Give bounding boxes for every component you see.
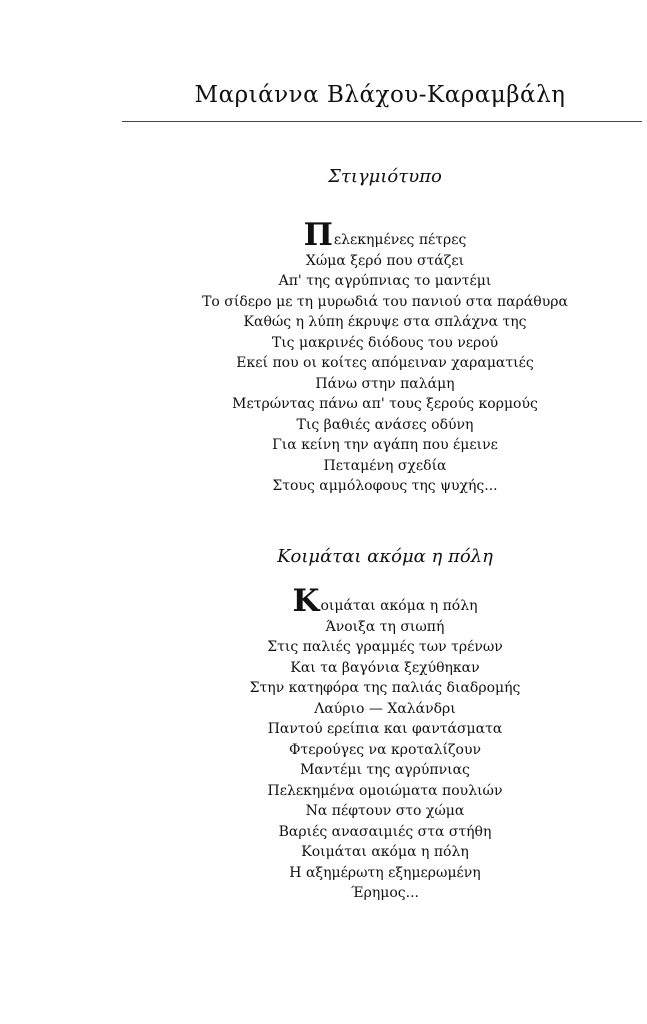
poem-line: Πάνω στην παλάμη xyxy=(315,375,455,392)
poem-line: Φτερούγες να κροταλίζουν xyxy=(289,741,481,758)
poem-line: Στην κατηφόρα της παλιάς διαδρομής xyxy=(249,680,521,696)
poem-line: Τις μακρινές διόδους του νερού xyxy=(271,334,499,351)
header-rule xyxy=(122,121,642,122)
poem-line: Πελεκημένα ομοιώματα πουλιών xyxy=(267,782,503,799)
poem-line-first xyxy=(140,583,630,619)
poem-title: Στιγμιότυπο xyxy=(328,166,442,187)
drop-cap: Π xyxy=(303,217,333,253)
poem-line: Και τα βαγόνια ξεχύθηκαν xyxy=(290,659,480,676)
poem-line: Παντού ερείπια και φαντάσματα xyxy=(267,721,503,737)
poem-line: Μαντέμι της αγρύπνιας xyxy=(300,762,470,778)
poem-line: Η αξημέρωτη εξημερωμένη xyxy=(289,864,481,881)
drop-cap: Κ xyxy=(292,583,320,619)
poem-line: Για κείνη την αγάπη που έμεινε xyxy=(272,437,498,453)
poem-line: Καθώς η λύπη έκρυψε στα σπλάχνα της xyxy=(243,314,527,330)
poem-line-first xyxy=(140,217,630,253)
poem-body xyxy=(140,583,630,904)
first-line-rest: ελεκημένες πέτρες xyxy=(333,232,467,248)
poem-line: Στους αμμόλοφους της ψυχής... xyxy=(272,478,498,494)
poem-line: Άνοιξα τη σιωπή xyxy=(325,618,445,635)
poem-line: Λαύριο — Χαλάνδρι xyxy=(314,700,456,717)
poem-line: Στις παλιές γραμμές των τρένων xyxy=(267,639,503,655)
poem-line: Πεταμένη σχεδία xyxy=(323,457,447,474)
poem-line: Μετρώντας πάνω απ' τους ξερούς κορμούς xyxy=(232,396,538,412)
poem-line: Να πέφτουν στο χώμα xyxy=(305,803,465,819)
poem-line: Το σίδερο με τη μυρωδιά του πανιού στα παράθυρα xyxy=(202,293,568,310)
poem-title: Κοιμάται ακόμα η πόλη xyxy=(277,546,493,567)
poem-body xyxy=(140,217,630,497)
poem-line: Απ' της αγρύπνιας το μαντέμι xyxy=(278,273,492,289)
poem-line: Κοιμάται ακόμα η πόλη xyxy=(301,844,469,860)
poem-line: Χώμα ξερό που στάζει xyxy=(305,252,465,269)
first-line-rest: οιμάται ακόμα η πόλη xyxy=(320,598,478,614)
poem-line: Βαριές ανασαιμιές στα στήθη xyxy=(278,823,492,840)
poem-line: Τις βαθιές ανάσες οδύνη xyxy=(296,416,474,433)
poem-line: Εκεί που οι κοίτες απόμειναν χαραματιές xyxy=(236,355,534,371)
poem-line: Έρημος... xyxy=(351,885,419,901)
author-header: Μαριάννα Βλάχου-Καραμβάλη xyxy=(194,82,566,108)
